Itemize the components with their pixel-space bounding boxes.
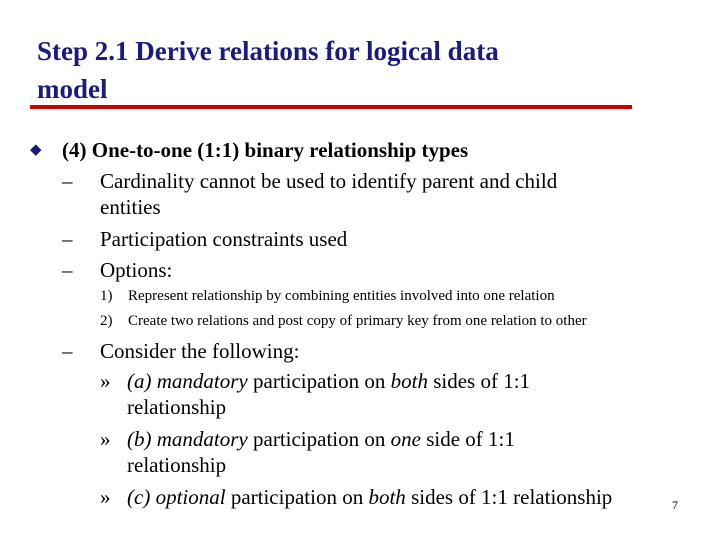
- sub-item-b-line2: relationship: [127, 453, 227, 477]
- dash-bullet-3: –: [62, 258, 73, 282]
- sub-item-c-mid: participation on: [225, 485, 369, 509]
- dash-bullet-4: –: [62, 339, 73, 363]
- main-bullet-text: (4) One-to-one (1:1) binary relationship types: [62, 138, 469, 162]
- option-2-number: 2): [100, 313, 113, 329]
- option-1-text: Represent relationship by combining entities involved into one relation: [128, 288, 555, 304]
- dash-bullet-1: –: [62, 169, 73, 193]
- sub-bullet-b: »: [100, 427, 111, 451]
- sub-item-b-label: (b): [127, 427, 152, 451]
- title-divider: [30, 105, 632, 109]
- dash-item-1-line2: entities: [100, 195, 161, 219]
- sub-item-b: [127, 426, 687, 478]
- sub-item-a-emph2: both: [390, 369, 428, 393]
- dash-item-3: Options:: [100, 258, 173, 282]
- title-line-1: Step 2.1 Derive relations for logical data: [37, 36, 499, 66]
- slide-title: [37, 32, 677, 108]
- sub-bullet-c: »: [100, 485, 111, 509]
- consider-heading: Consider the following:: [100, 339, 300, 363]
- sub-item-a-line2: relationship: [127, 395, 227, 419]
- sub-item-b-rest: side of 1:1: [420, 427, 515, 451]
- sub-item-c-label: (c): [127, 485, 151, 509]
- diamond-bullet-icon: ◆: [30, 142, 42, 158]
- option-2-text: Create two relations and post copy of primary key from one relation to other: [128, 313, 587, 329]
- sub-item-b-line1: [127, 426, 687, 452]
- sub-item-a-rest: sides of 1:1: [427, 369, 531, 393]
- sub-item-a-emph1: mandatory: [156, 369, 248, 393]
- dash-item-1-line1: Cardinality cannot be used to identify parent and child: [100, 169, 558, 193]
- sub-item-a-mid: participation on: [247, 369, 391, 393]
- sub-item-b-emph1: mandatory: [156, 427, 248, 451]
- sub-bullet-a: »: [100, 369, 111, 393]
- sub-item-b-emph2: one: [390, 427, 421, 451]
- title-line-2: model: [37, 74, 108, 104]
- dash-item-1: [100, 168, 660, 220]
- page-number: 7: [672, 498, 678, 512]
- option-1-number: 1): [100, 288, 113, 304]
- sub-item-b-mid: participation on: [247, 427, 391, 451]
- sub-item-c: [127, 484, 687, 510]
- sub-item-c-emph1: optional: [155, 485, 226, 509]
- sub-item-c-rest: sides of 1:1 relationship: [405, 485, 613, 509]
- sub-item-a: [127, 368, 687, 420]
- sub-item-a-label: (a): [127, 369, 152, 393]
- dash-item-2: Participation constraints used: [100, 227, 348, 251]
- sub-item-c-emph2: both: [368, 485, 406, 509]
- sub-item-c-line1: [127, 484, 687, 510]
- dash-bullet-2: –: [62, 227, 73, 251]
- sub-item-a-line1: [127, 368, 687, 394]
